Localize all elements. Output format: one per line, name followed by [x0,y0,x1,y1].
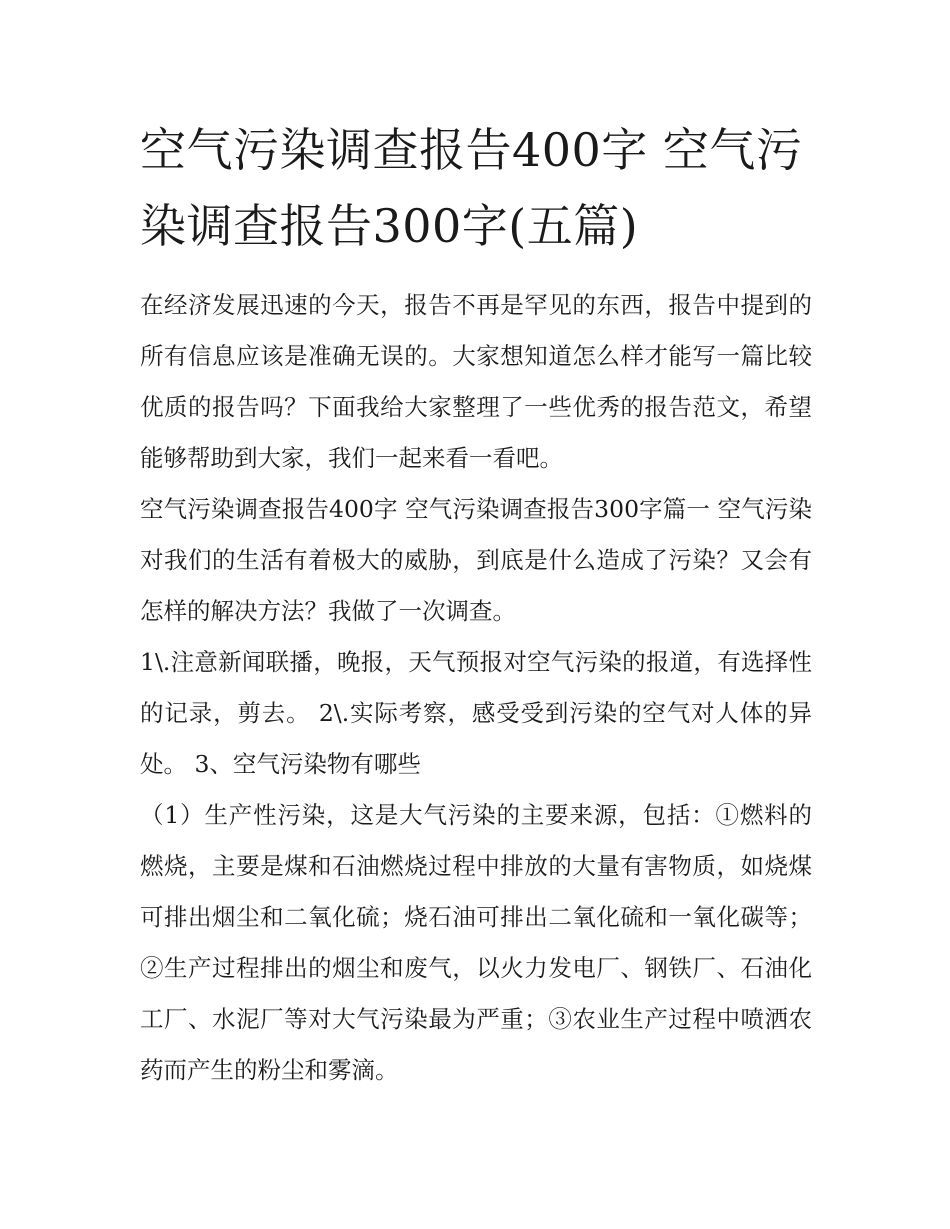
paragraph-section-one: 空气污染调查报告400字 空气污染调查报告300字篇一 空气污染对我们的生活有着极大的威胁，到底是什么造成了污染？又会有怎样的解决方法？我做了一次调查。 [140,495,812,625]
paragraph-intro: 在经济发展迅速的今天，报告不再是罕见的东西，报告中提到的所有信息应该是准确无误的。大家想知道怎么样才能写一篇比较优质的报告吗？下面我给大家整理了一些优秀的报告范文，希望能够帮助到大家，我们一起来看一看吧。 [140,291,812,472]
document-page [140,112,812,1096]
paragraph-pollution-sources: （1）生产性污染，这是大气污染的主要来源，包括：①燃料的燃烧，主要是煤和石油燃烧过程中排放的大量有害物质，如烧煤可排出烟尘和二氧化硫；烧石油可排出二氧化硫和一氧化碳等；②生产过程排出的烟尘和废气，以火力发电厂、钢铁厂、石油化工厂、水泥厂等对大气污染最为严重；③农业生产过程中喷洒农药而产生的粉尘和雾滴。 [140,801,812,1084]
paragraph-methods: 1\.注意新闻联播，晚报，天气预报对空气污染的报道，有选择性的记录，剪去。 2\.实际考察，感受受到污染的空气对人体的异处。 3、空气污染物有哪些 [140,648,812,778]
document-title: 空气污染调查报告400字 空气污染调查报告300字(五篇) [140,123,803,253]
